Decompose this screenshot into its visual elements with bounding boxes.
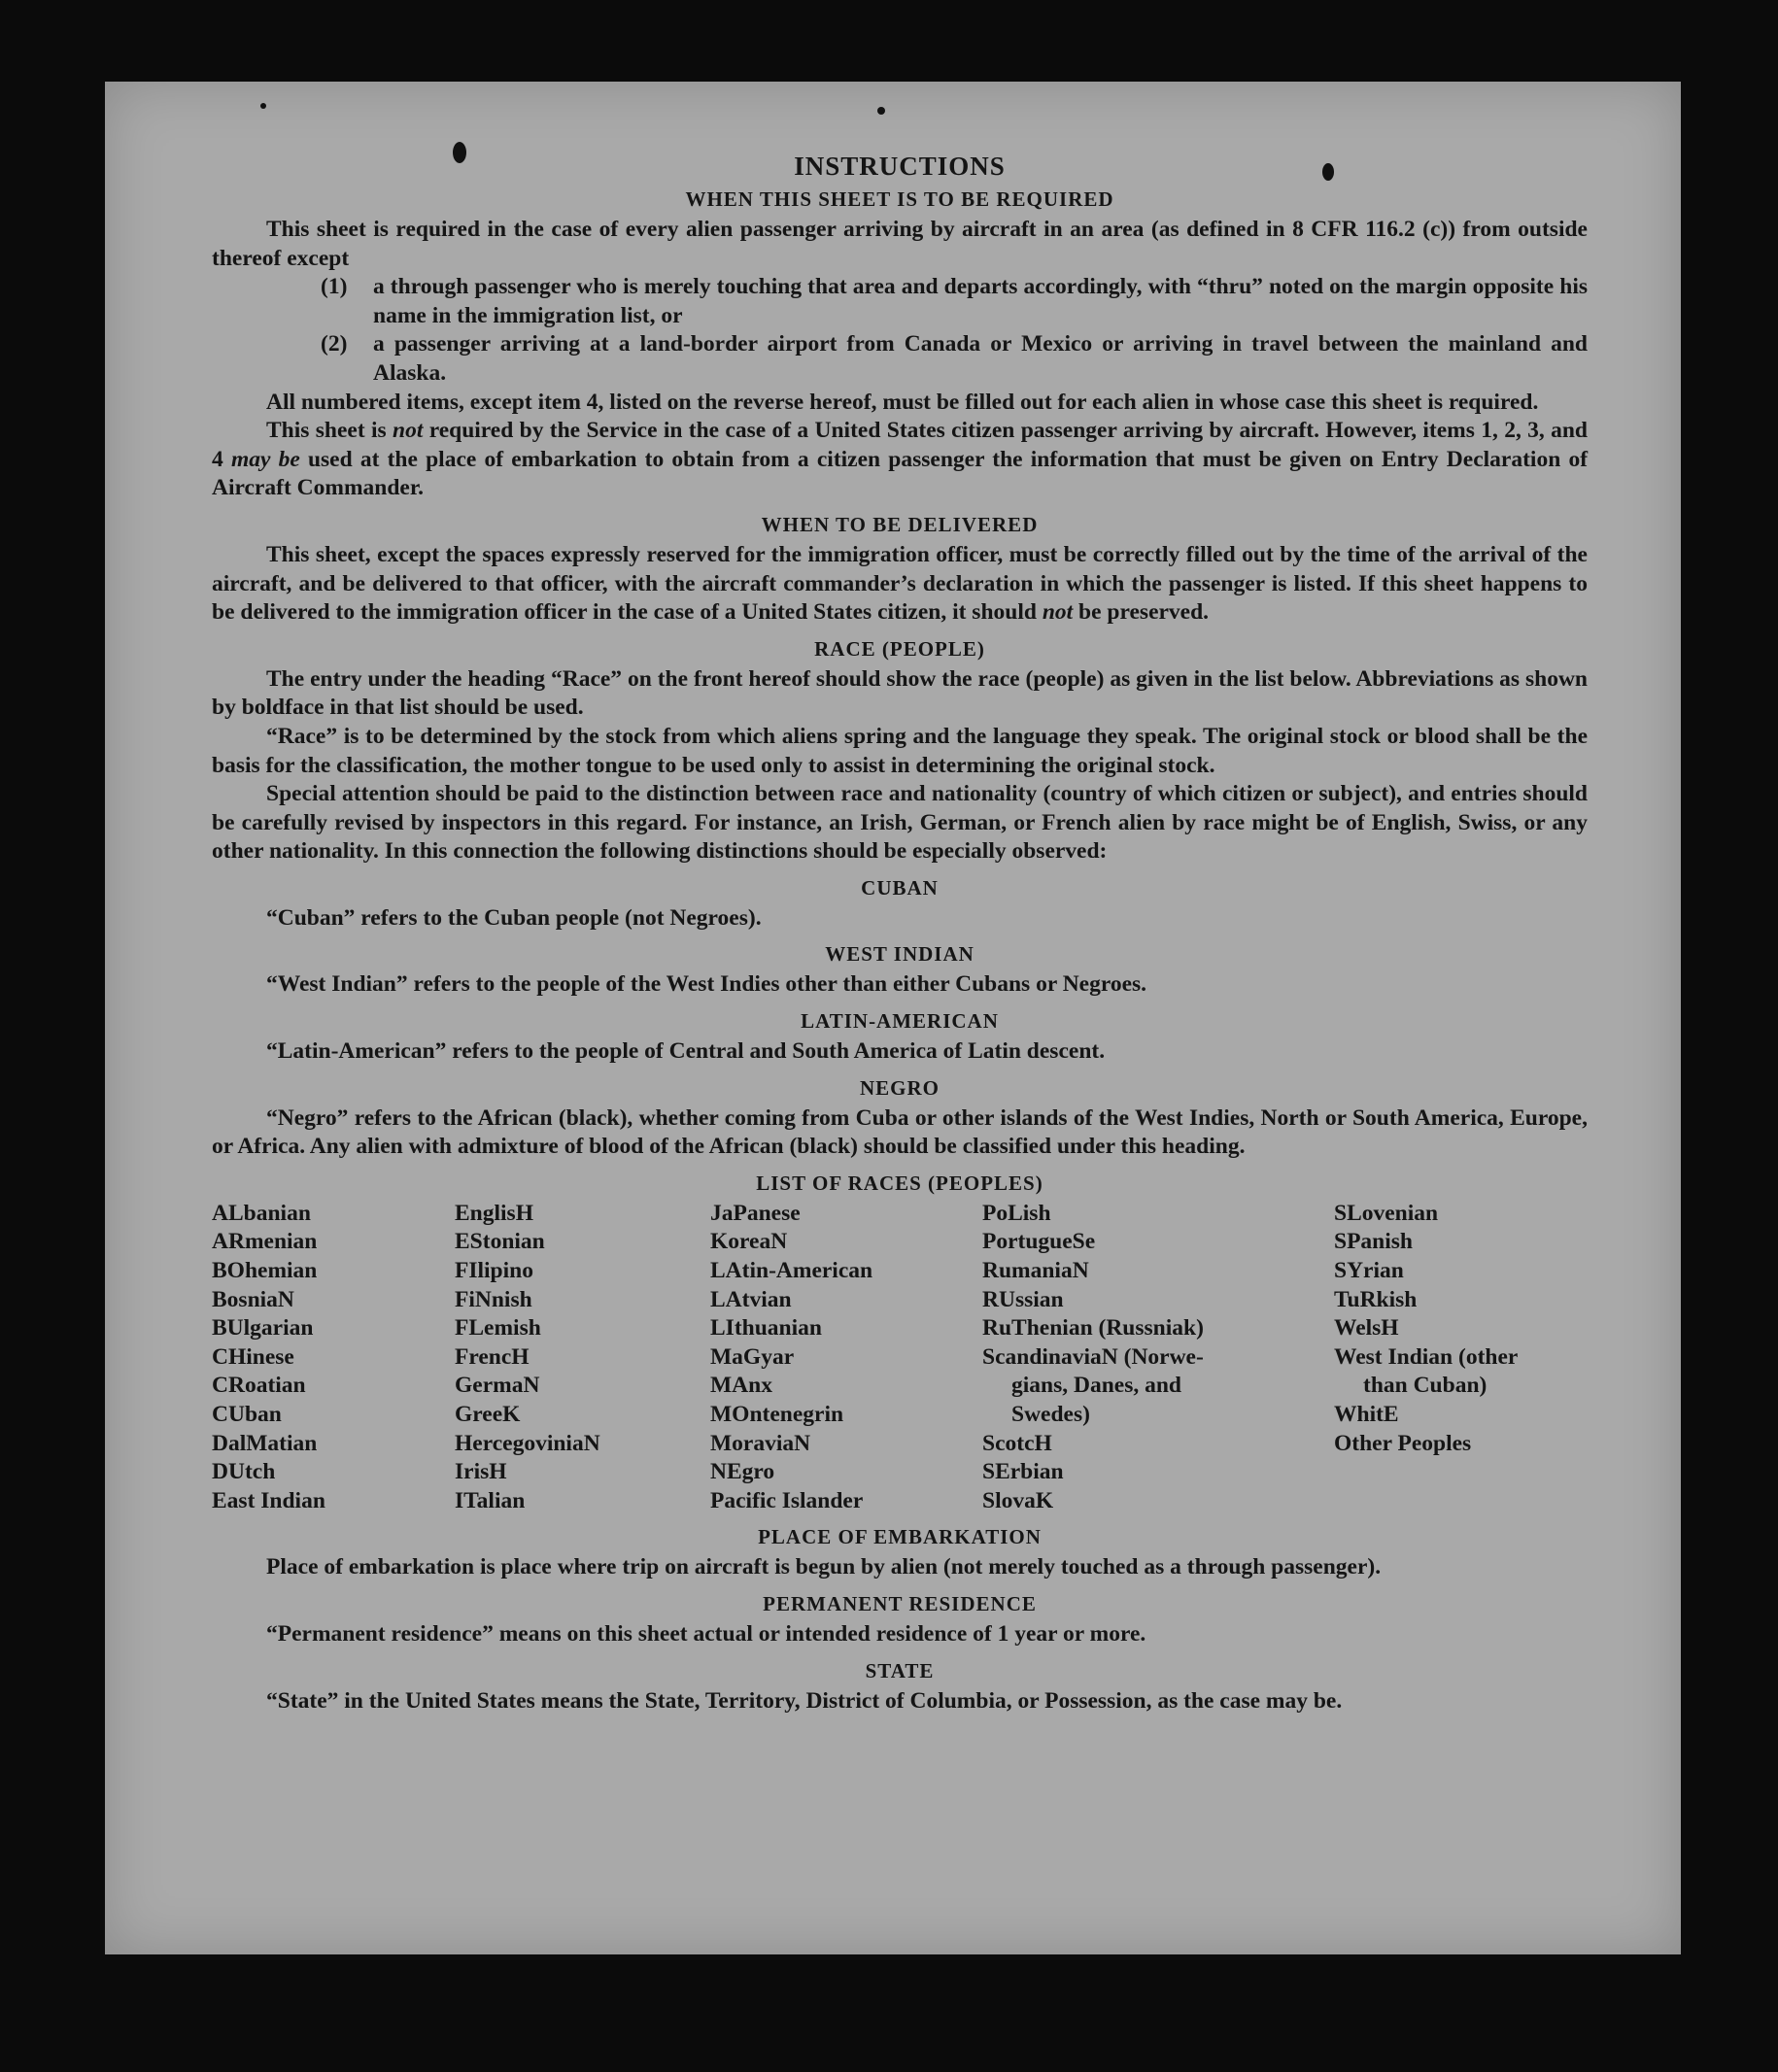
race-entry: SlovaK (982, 1487, 1054, 1513)
race-entry-continued: Swedes) (1011, 1402, 1090, 1427)
heading-latin-american: LATIN-AMERICAN (801, 1009, 999, 1034)
race-entry: EStonian (455, 1229, 545, 1255)
race-entry: PoLish (982, 1200, 1051, 1226)
race-entry: PortugueSe (982, 1229, 1096, 1255)
races-list (212, 1200, 1588, 1516)
ink-spot (877, 107, 885, 115)
heading-negro: NEGRO (859, 1075, 940, 1100)
race-entry: HercegoviniaN (455, 1430, 600, 1456)
race-entry: CHinese (212, 1343, 294, 1370)
race-entry: BosniaN (212, 1286, 294, 1312)
race-entry: IrisH (455, 1459, 507, 1485)
race-entry: DUtch (212, 1459, 276, 1485)
paragraph-race-1: The entry under the heading “Race” on the front hereof should show the race (people) as given in the list below. Abbreviations as shown by boldface in that list should be used. (212, 665, 1588, 721)
emphasis-text: not (393, 418, 424, 444)
race-entry-continued: than Cuban) (1363, 1373, 1487, 1399)
races-column-1 (212, 1200, 455, 1516)
race-entry: FIlipino (455, 1258, 533, 1284)
item-text: a through passenger who is merely touching that area and departs accordingly, with “thru” noted on the margin opposite his name in the immigration list, or (373, 274, 1588, 328)
heading-when-delivered: WHEN TO BE DELIVERED (761, 512, 1039, 536)
race-entry: MOntenegrin (710, 1402, 844, 1427)
instructions-content (212, 152, 1588, 1715)
race-entry: ScandinaviaN (Norwe- (982, 1343, 1204, 1370)
emphasis-text: may be (230, 446, 300, 472)
race-entry: ScotcH (982, 1430, 1052, 1456)
races-column-5 (1334, 1200, 1588, 1516)
ink-spot (260, 103, 266, 109)
race-entry: TuRkish (1334, 1286, 1418, 1312)
item-text: a passenger arriving at a land-border airport from Canada or Mexico or arriving in travel between the mainland and Alaska. (373, 331, 1588, 386)
paragraph-race-2: “Race” is to be determined by the stock from which aliens spring and the language they speak. The original stock or blood shall be the basis for the classification, the mother tongue to be used only to assist in determining the original stock. (212, 723, 1588, 778)
race-entry: RuThenian (Russniak) (982, 1315, 1204, 1342)
race-entry: FLemish (455, 1315, 541, 1342)
race-entry: MoraviaN (710, 1430, 811, 1456)
race-entry-continued: gians, Danes, and (1011, 1373, 1181, 1399)
race-entry: LIthuanian (710, 1315, 822, 1342)
heading-embarkation: PLACE OF EMBARKATION (758, 1525, 1042, 1549)
races-column-4 (982, 1200, 1334, 1516)
exception-item-1 (321, 273, 1588, 330)
paragraph-embarkation: Place of embarkation is place where trip on aircraft is begun by alien (not merely touched as a through passenger). (266, 1554, 1382, 1580)
paragraph-when-required-2: All numbered items, except item 4, listed on the reverse hereof, must be filled out for each alien in whose case this sheet is required. (266, 389, 1539, 415)
race-entry: LAtvian (710, 1286, 792, 1312)
race-entry: ARmenian (212, 1229, 318, 1255)
heading-state: STATE (865, 1658, 935, 1682)
race-entry: CUban (212, 1402, 282, 1427)
race-entry: WelsH (1334, 1315, 1399, 1342)
item-number: (1) (321, 274, 348, 300)
race-entry: LAtin-American (710, 1258, 873, 1284)
race-entry: CRoatian (212, 1373, 306, 1399)
race-entry: JaPanese (710, 1200, 801, 1226)
paragraph-when-required-1: This sheet is required in the case of every alien passenger arriving by aircraft in an area (as defined in 8 CFR 116.2 (c)) from outside thereof except (212, 217, 1588, 271)
race-entry: SLovenian (1334, 1200, 1439, 1226)
paragraph-latin-american: “Latin-American” refers to the people of Central and South America of Latin descent. (266, 1038, 1106, 1065)
race-entry: KoreaN (710, 1229, 788, 1255)
race-entry: East Indian (212, 1487, 325, 1513)
text-run: used at the place of embarkation to obtain from a citizen passenger the information that must be given on Entry Declaration of Aircraft Commander. (212, 446, 1589, 501)
race-entry: ITalian (455, 1487, 526, 1513)
text-run: be preserved. (1073, 599, 1210, 626)
race-entry: MaGyar (710, 1343, 795, 1370)
item-number: (2) (321, 331, 348, 357)
paragraph-cuban: “Cuban” refers to the Cuban people (not Negroes). (266, 904, 762, 931)
race-entry: SYrian (1334, 1258, 1404, 1284)
heading-race: RACE (PEOPLE) (814, 636, 985, 661)
text-run: This sheet, except the spaces expressly reserved for the immigration officer, must be correctly filled out by the time of the arrival of the aircraft, and be delivered to that officer, with the aircraft commander’s declaration in which the passenger is listed. If this sheet happens to be delivered to the immigration officer in the case of a United States citizen, it should (212, 541, 1588, 626)
race-entry: NEgro (710, 1459, 775, 1485)
race-entry: RUssian (982, 1286, 1064, 1312)
race-entry: DalMatian (212, 1430, 318, 1456)
race-entry: ALbanian (212, 1200, 311, 1226)
race-entry: FrencH (455, 1343, 530, 1370)
exception-item-2 (321, 330, 1588, 388)
paragraph-west-indian: “West Indian” refers to the people of the West Indies other than either Cubans or Negroes. (266, 971, 1147, 998)
emphasis-text: not (1042, 599, 1074, 626)
race-entry: RumaniaN (982, 1258, 1089, 1284)
race-entry: BOhemian (212, 1258, 318, 1284)
races-column-2 (455, 1200, 710, 1516)
heading-when-required: WHEN THIS SHEET IS TO BE REQUIRED (685, 187, 1114, 211)
race-entry: EnglisH (455, 1200, 533, 1226)
race-entry: SPanish (1334, 1229, 1413, 1255)
race-entry: SErbian (982, 1459, 1064, 1485)
race-entry: FiNnish (455, 1286, 532, 1312)
race-entry: Pacific Islander (710, 1487, 864, 1513)
page-title: INSTRUCTIONS (794, 152, 1006, 181)
race-entry: BUlgarian (212, 1315, 314, 1342)
race-entry: MAnx (710, 1373, 772, 1399)
text-run: This sheet is (266, 418, 393, 444)
paragraph-residence: “Permanent residence” means on this sheet actual or intended residence of 1 year or more. (266, 1620, 1146, 1647)
paragraph-state: “State” in the United States means the State, Territory, District of Columbia, or Possession, as the case may be. (266, 1687, 1343, 1714)
races-column-3 (710, 1200, 982, 1516)
paragraph-when-delivered (212, 541, 1588, 628)
heading-west-indian: WEST INDIAN (825, 942, 974, 967)
paragraph-race-3: Special attention should be paid to the distinction between race and nationality (country of which citizen or subject), and entries should be carefully revised by inspectors in this regard. For instance, an Irish, German, or French alien by race might be of English, Swiss, or any other nationality. In this connection the following distinctions should be especially observed: (212, 781, 1588, 865)
heading-residence: PERMANENT RESIDENCE (763, 1591, 1037, 1615)
heading-list-of-races: LIST OF RACES (PEOPLES) (756, 1171, 1043, 1195)
paragraph-negro: “Negro” refers to the African (black), whether coming from Cuba or other islands of the West Indies, North or South America, Europe, or Africa. Any alien with admixture of blood of the African (black) should be classified under this heading. (212, 1104, 1588, 1160)
race-entry: GreeK (455, 1402, 521, 1427)
race-entry: Other Peoples (1334, 1430, 1472, 1456)
race-entry: GermaN (455, 1373, 540, 1399)
race-entry: West Indian (other (1334, 1343, 1519, 1370)
race-entry: WhitE (1334, 1402, 1399, 1427)
document-sheet (105, 82, 1681, 1954)
paragraph-when-required-3 (212, 417, 1588, 503)
text-run: required by the Service in the case of a United States citizen passenger arriving by aircraft. However, items 1, 2, 3, and 4 (212, 418, 1588, 472)
heading-cuban: CUBAN (861, 875, 939, 900)
